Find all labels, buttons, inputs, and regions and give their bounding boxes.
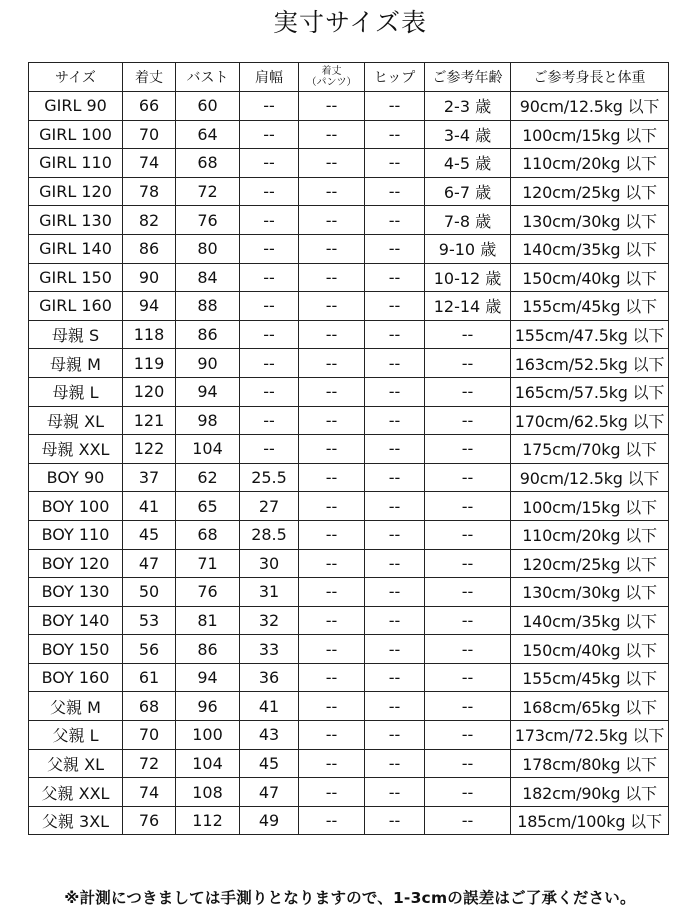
cell-size: 母親 XL [29,406,123,435]
cell-pants-length: -- [299,606,365,635]
cell-height-weight: 155cm/45kg 以下 [511,663,669,692]
cell-age: 6-7 歳 [425,177,511,206]
cell-height-weight: 155cm/45kg 以下 [511,292,669,321]
cell-age: -- [425,520,511,549]
cell-bust: 96 [176,692,240,721]
cell-height-weight: 182cm/90kg 以下 [511,778,669,807]
cell-shoulder: 33 [240,635,299,664]
cell-size: GIRL 100 [29,120,123,149]
cell-hip: -- [365,663,425,692]
cell-bust: 94 [176,377,240,406]
cell-hip: -- [365,692,425,721]
table-row [29,606,669,635]
cell-size: GIRL 130 [29,206,123,235]
cell-size: BOY 160 [29,663,123,692]
cell-hip: -- [365,292,425,321]
cell-pants-length: -- [299,463,365,492]
cell-shoulder: -- [240,406,299,435]
cell-size: 父親 3XL [29,806,123,835]
cell-size: 父親 L [29,721,123,750]
cell-hip: -- [365,406,425,435]
table-row [29,721,669,750]
cell-hip: -- [365,463,425,492]
cell-age: -- [425,406,511,435]
cell-hip: -- [365,234,425,263]
cell-hip: -- [365,520,425,549]
cell-size: GIRL 160 [29,292,123,321]
cell-height-weight: 140cm/35kg 以下 [511,606,669,635]
table-body [29,92,669,835]
cell-height-weight: 100cm/15kg 以下 [511,120,669,149]
table-row [29,177,669,206]
cell-age: -- [425,549,511,578]
header-height-weight: ご参考身長と体重 [511,63,669,92]
table-row [29,149,669,178]
cell-height-weight: 110cm/20kg 以下 [511,149,669,178]
cell-age: -- [425,377,511,406]
table-row [29,92,669,121]
cell-pants-length: -- [299,721,365,750]
cell-bust: 80 [176,234,240,263]
cell-shoulder: -- [240,377,299,406]
cell-height-weight: 110cm/20kg 以下 [511,520,669,549]
cell-bust: 104 [176,749,240,778]
table-row [29,749,669,778]
cell-age: -- [425,578,511,607]
table-row [29,234,669,263]
cell-hip: -- [365,177,425,206]
cell-hip: -- [365,806,425,835]
cell-age: 9-10 歳 [425,234,511,263]
cell-pants-length: -- [299,492,365,521]
cell-pants-length: -- [299,206,365,235]
table-row [29,320,669,349]
table-row [29,778,669,807]
cell-shoulder: -- [240,149,299,178]
cell-size: GIRL 150 [29,263,123,292]
cell-bust: 112 [176,806,240,835]
cell-pants-length: -- [299,377,365,406]
cell-shoulder: -- [240,120,299,149]
cell-shoulder: -- [240,435,299,464]
table-row [29,292,669,321]
cell-shoulder: 45 [240,749,299,778]
cell-bust: 62 [176,463,240,492]
cell-size: BOY 140 [29,606,123,635]
table-row [29,406,669,435]
cell-height-weight: 178cm/80kg 以下 [511,749,669,778]
table-row [29,263,669,292]
cell-bust: 86 [176,320,240,349]
cell-pants-length: -- [299,320,365,349]
cell-height-weight: 120cm/25kg 以下 [511,177,669,206]
cell-height-weight: 168cm/65kg 以下 [511,692,669,721]
header-length: 着丈 [123,63,176,92]
cell-age: 3-4 歳 [425,120,511,149]
cell-length: 70 [123,721,176,750]
cell-height-weight: 173cm/72.5kg 以下 [511,721,669,750]
cell-shoulder: -- [240,177,299,206]
cell-length: 37 [123,463,176,492]
cell-hip: -- [365,320,425,349]
cell-shoulder: -- [240,292,299,321]
cell-age: -- [425,749,511,778]
cell-length: 70 [123,120,176,149]
cell-bust: 88 [176,292,240,321]
cell-bust: 65 [176,492,240,521]
cell-length: 94 [123,292,176,321]
cell-bust: 71 [176,549,240,578]
cell-height-weight: 120cm/25kg 以下 [511,549,669,578]
cell-age: -- [425,806,511,835]
cell-pants-length: -- [299,177,365,206]
cell-pants-length: -- [299,149,365,178]
cell-hip: -- [365,635,425,664]
header-shoulder: 肩幅 [240,63,299,92]
cell-age: 12-14 歳 [425,292,511,321]
cell-length: 72 [123,749,176,778]
cell-bust: 76 [176,578,240,607]
cell-age: 7-8 歳 [425,206,511,235]
cell-shoulder: 32 [240,606,299,635]
cell-length: 56 [123,635,176,664]
cell-pants-length: -- [299,234,365,263]
cell-bust: 98 [176,406,240,435]
header-size: サイズ [29,63,123,92]
cell-pants-length: -- [299,549,365,578]
cell-shoulder: 47 [240,778,299,807]
cell-pants-length: -- [299,349,365,378]
cell-bust: 84 [176,263,240,292]
cell-hip: -- [365,120,425,149]
cell-length: 86 [123,234,176,263]
cell-size: GIRL 120 [29,177,123,206]
cell-height-weight: 165cm/57.5kg 以下 [511,377,669,406]
cell-pants-length: -- [299,778,365,807]
cell-shoulder: -- [240,234,299,263]
table-row [29,120,669,149]
cell-size: BOY 150 [29,635,123,664]
cell-length: 78 [123,177,176,206]
cell-pants-length: -- [299,663,365,692]
cell-bust: 76 [176,206,240,235]
cell-length: 41 [123,492,176,521]
cell-height-weight: 185cm/100kg 以下 [511,806,669,835]
header-pants-length [299,63,365,92]
table-row [29,663,669,692]
cell-height-weight: 150cm/40kg 以下 [511,263,669,292]
cell-age: 4-5 歳 [425,149,511,178]
cell-length: 45 [123,520,176,549]
cell-pants-length: -- [299,749,365,778]
cell-shoulder: 49 [240,806,299,835]
cell-age: -- [425,606,511,635]
header-age: ご参考年齢 [425,63,511,92]
cell-bust: 72 [176,177,240,206]
cell-hip: -- [365,578,425,607]
cell-pants-length: -- [299,120,365,149]
cell-bust: 86 [176,635,240,664]
table-row [29,349,669,378]
cell-shoulder: 43 [240,721,299,750]
cell-length: 74 [123,149,176,178]
cell-age: 2-3 歳 [425,92,511,121]
cell-bust: 68 [176,149,240,178]
table-row [29,520,669,549]
cell-hip: -- [365,435,425,464]
measurement-note: ※計測につきましては手測りとなりますので、1-3cmの誤差はご了承ください。 [64,889,636,907]
cell-length: 76 [123,806,176,835]
cell-length: 90 [123,263,176,292]
cell-pants-length: -- [299,406,365,435]
cell-height-weight: 155cm/47.5kg 以下 [511,320,669,349]
header-row [29,63,669,92]
cell-hip: -- [365,206,425,235]
cell-size: BOY 90 [29,463,123,492]
cell-height-weight: 100cm/15kg 以下 [511,492,669,521]
cell-shoulder: 28.5 [240,520,299,549]
cell-length: 66 [123,92,176,121]
cell-bust: 104 [176,435,240,464]
cell-pants-length: -- [299,692,365,721]
cell-size: 母親 M [29,349,123,378]
cell-pants-length: -- [299,263,365,292]
cell-size: BOY 130 [29,578,123,607]
cell-length: 47 [123,549,176,578]
cell-length: 53 [123,606,176,635]
cell-age: -- [425,663,511,692]
cell-size: BOY 100 [29,492,123,521]
cell-shoulder: 27 [240,492,299,521]
cell-height-weight: 170cm/62.5kg 以下 [511,406,669,435]
cell-shoulder: -- [240,349,299,378]
cell-hip: -- [365,749,425,778]
cell-pants-length: -- [299,520,365,549]
header-bust: バスト [176,63,240,92]
table-row [29,463,669,492]
cell-shoulder: 30 [240,549,299,578]
cell-hip: -- [365,492,425,521]
table-row [29,435,669,464]
cell-length: 119 [123,349,176,378]
cell-size: GIRL 140 [29,234,123,263]
cell-length: 82 [123,206,176,235]
size-chart-table [28,62,669,835]
cell-size: 母親 L [29,377,123,406]
cell-height-weight: 90cm/12.5kg 以下 [511,92,669,121]
table-row [29,377,669,406]
cell-length: 50 [123,578,176,607]
cell-size: 母親 XXL [29,435,123,464]
cell-age: -- [425,635,511,664]
cell-hip: -- [365,149,425,178]
cell-hip: -- [365,721,425,750]
cell-shoulder: -- [240,92,299,121]
cell-shoulder: 25.5 [240,463,299,492]
cell-size: 父親 M [29,692,123,721]
cell-pants-length: -- [299,292,365,321]
cell-age: -- [425,463,511,492]
cell-size: 母親 S [29,320,123,349]
cell-hip: -- [365,778,425,807]
cell-bust: 64 [176,120,240,149]
cell-hip: -- [365,549,425,578]
table-row [29,692,669,721]
header-pants-length-label: 着丈 （パンツ） [306,66,357,88]
cell-age: -- [425,435,511,464]
cell-size: GIRL 90 [29,92,123,121]
cell-pants-length: -- [299,435,365,464]
cell-shoulder: 36 [240,663,299,692]
cell-height-weight: 150cm/40kg 以下 [511,635,669,664]
table-row [29,206,669,235]
cell-bust: 81 [176,606,240,635]
table-row [29,635,669,664]
cell-size: 父親 XL [29,749,123,778]
cell-size: 父親 XXL [29,778,123,807]
cell-shoulder: -- [240,263,299,292]
cell-size: GIRL 110 [29,149,123,178]
cell-shoulder: 41 [240,692,299,721]
cell-age: -- [425,349,511,378]
cell-height-weight: 163cm/52.5kg 以下 [511,349,669,378]
cell-height-weight: 130cm/30kg 以下 [511,578,669,607]
table-row [29,806,669,835]
cell-pants-length: -- [299,92,365,121]
cell-length: 61 [123,663,176,692]
cell-bust: 108 [176,778,240,807]
cell-shoulder: -- [240,206,299,235]
cell-height-weight: 175cm/70kg 以下 [511,435,669,464]
cell-length: 120 [123,377,176,406]
cell-bust: 60 [176,92,240,121]
table-row [29,578,669,607]
cell-pants-length: -- [299,806,365,835]
cell-bust: 90 [176,349,240,378]
page-title: 実寸サイズ表 [272,8,427,37]
cell-hip: -- [365,92,425,121]
cell-length: 68 [123,692,176,721]
cell-age: -- [425,492,511,521]
cell-hip: -- [365,606,425,635]
cell-height-weight: 140cm/35kg 以下 [511,234,669,263]
cell-age: -- [425,320,511,349]
cell-length: 118 [123,320,176,349]
cell-shoulder: 31 [240,578,299,607]
cell-size: BOY 110 [29,520,123,549]
cell-pants-length: -- [299,635,365,664]
cell-bust: 68 [176,520,240,549]
cell-height-weight: 130cm/30kg 以下 [511,206,669,235]
cell-hip: -- [365,349,425,378]
cell-length: 122 [123,435,176,464]
cell-size: BOY 120 [29,549,123,578]
table-row [29,549,669,578]
table-row [29,492,669,521]
cell-age: 10-12 歳 [425,263,511,292]
cell-hip: -- [365,263,425,292]
cell-age: -- [425,692,511,721]
cell-age: -- [425,721,511,750]
cell-pants-length: -- [299,578,365,607]
cell-height-weight: 90cm/12.5kg 以下 [511,463,669,492]
cell-bust: 94 [176,663,240,692]
cell-length: 121 [123,406,176,435]
cell-shoulder: -- [240,320,299,349]
cell-age: -- [425,778,511,807]
cell-bust: 100 [176,721,240,750]
header-hip: ヒップ [365,63,425,92]
cell-length: 74 [123,778,176,807]
cell-hip: -- [365,377,425,406]
